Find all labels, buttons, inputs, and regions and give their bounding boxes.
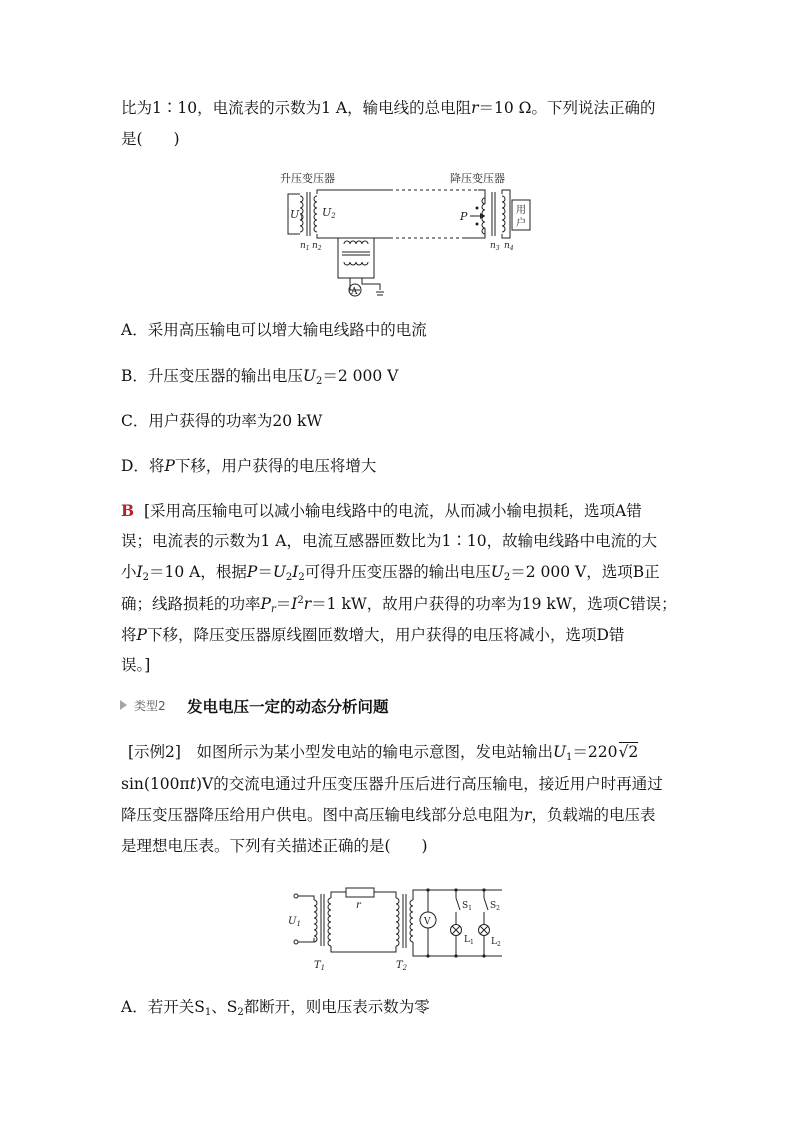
lamp-l2-label: $L_2$ <box>491 937 501 948</box>
voltmeter-label: V <box>424 917 431 927</box>
ammeter-label: A <box>351 287 358 297</box>
u1-source-label: $U_1$ <box>288 916 301 928</box>
answer-line-1: B [采用高压输电可以减小输电线路中的电流，从而减小输电损耗，选项A错 <box>121 501 642 520</box>
answer-line-5: 将P下移，降压变压器原线圈匝数增大，用户获得的电压将减小，选项D错 <box>121 626 625 644</box>
n1-label: $n_1$ <box>300 241 310 252</box>
q1-option-d: D．将P下移，用户获得的电压将增大 <box>121 457 377 475</box>
u1-label: U1 <box>290 208 304 222</box>
q1-circuit-diagram <box>280 168 540 308</box>
q1-option-b: B．升压变压器的输出电压$U_2=2$ 000 V <box>121 367 399 387</box>
answer-line-3: 小$I_2=10$ A，根据$P=U_2I_2$可得升压变压器的输出电压$U_2=2$ 000 V，选项B正 <box>121 563 660 583</box>
answer-line-2: 误；电流表的示数为1 A，电流互感器匝数比为1∶10，故输电线路中电流的大 <box>121 532 658 550</box>
answer-letter: B <box>121 501 135 520</box>
n3-label: $n_3$ <box>490 241 500 252</box>
step-up-label: 升压变压器 <box>280 172 335 185</box>
q2-option-a: A．若开关$S_1$、$S_2$都断开，则电压表示数为零 <box>121 998 430 1018</box>
q2-stem-line-3: 降压变压器降压给用户供电。图中高压输电线部分总电阻为r，负载端的电压表 <box>121 806 656 824</box>
t1-label: $T_1$ <box>314 960 326 972</box>
lamp-l1-label: $L_1$ <box>464 935 474 946</box>
q2-stem-line-4: 是理想电压表。下列有关描述正确的是( ) <box>121 837 428 855</box>
resistor-r-label: r <box>356 900 361 911</box>
q1-stem-line-1: 比为1∶10，电流表的示数为1 A，输电线的总电阻r＝10 Ω。下列说法正确的 <box>121 99 656 117</box>
n2-label: $n_2$ <box>312 241 322 252</box>
q2-stem-line-2: sin(100πt)V的交流电通过升压变压器升压后进行高压输电，接近用户时再通过 <box>121 775 663 793</box>
section-type-label: 类型2 <box>134 699 166 713</box>
t2-label: $T_2$ <box>396 960 408 972</box>
q1-option-c: C．用户获得的功率为20 kW <box>121 412 323 430</box>
user-label-2: 户 <box>516 218 526 229</box>
q2-stem-line-1: [示例2] 如图所示为某小型发电站的输电示意图，发电站输出$U_1=220√2$ <box>128 743 639 763</box>
q2-circuit-diagram <box>284 884 506 976</box>
answer-line-6: 误。] <box>121 656 151 674</box>
u2-label: U2 <box>322 206 336 220</box>
p-label: P <box>460 210 468 223</box>
section-title: 发电电压一定的动态分析问题 <box>187 698 389 716</box>
user-label-1: 用 <box>516 205 526 216</box>
q1-stem-line-2: 是( ) <box>121 130 180 148</box>
section-marker-icon <box>120 700 127 710</box>
sqrt-radicand: √2 <box>618 743 639 761</box>
q1-option-a: A．采用高压输电可以增大输电线路中的电流 <box>121 321 427 339</box>
step-down-label: 降压变压器 <box>450 172 505 185</box>
answer-line-4: 确；线路损耗的功率$P_r=I^2r=1$ kW，故用户获得的功率为19 kW，选项C错误； <box>121 595 677 615</box>
switch-s2-label: $S_2$ <box>490 901 500 912</box>
n4-label: $n_4$ <box>504 241 514 252</box>
switch-s1-label: $S_1$ <box>462 901 472 912</box>
